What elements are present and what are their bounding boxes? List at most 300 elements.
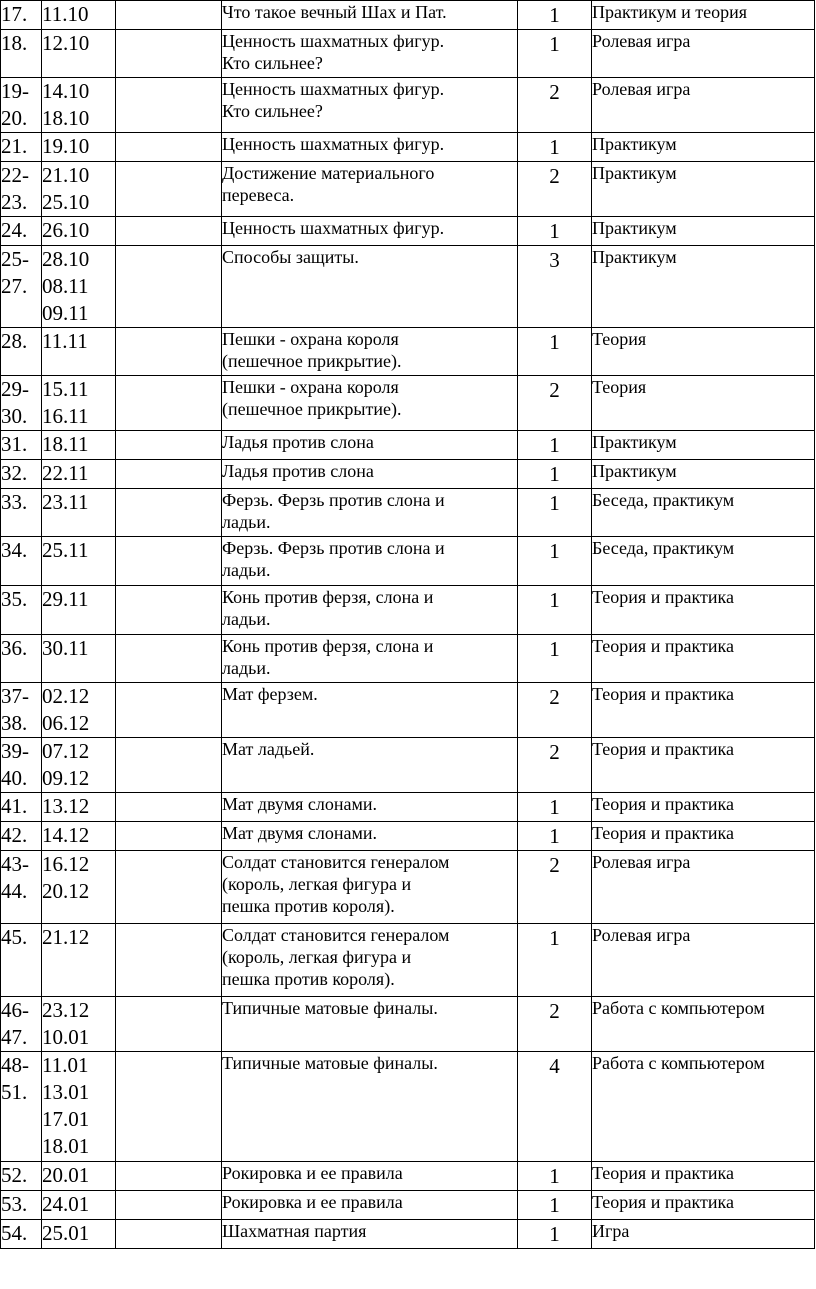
lesson-topic-line: Пешки - охрана короля — [222, 329, 399, 349]
lesson-form: Ролевая игра — [592, 852, 691, 872]
lesson-number: 17. — [1, 2, 28, 26]
lesson-hours-cell — [518, 924, 592, 997]
lesson-hours-cell — [518, 78, 592, 133]
lesson-form: Беседа, практикум — [592, 538, 735, 558]
lesson-number: 31. — [1, 432, 28, 456]
lesson-date-cell — [42, 738, 116, 793]
lesson-hours: 1 — [549, 926, 560, 950]
lesson-number-cell — [1, 1191, 42, 1220]
empty-cell — [116, 431, 222, 460]
lesson-form-cell — [592, 738, 815, 793]
lesson-form: Практикум — [592, 134, 677, 154]
lesson-hours: 1 — [549, 219, 560, 243]
lesson-topic-line: Типичные матовые финалы. — [222, 1053, 438, 1073]
empty-cell — [116, 133, 222, 162]
lesson-topic-line: Ценность шахматных фигур. — [222, 134, 445, 154]
lesson-number-cell — [1, 683, 42, 738]
lesson-number: 37- — [1, 684, 29, 708]
lesson-date-cell — [42, 924, 116, 997]
lesson-hours-cell — [518, 793, 592, 822]
lesson-hours: 2 — [549, 685, 560, 709]
lesson-number: 27. — [1, 274, 28, 298]
lesson-form: Теория и практика — [592, 1192, 734, 1212]
empty-cell — [116, 489, 222, 537]
lesson-number-cell — [1, 489, 42, 537]
table-row — [1, 162, 815, 217]
lesson-topic-cell — [222, 376, 518, 431]
lesson-number: 23. — [1, 190, 28, 214]
lesson-topic-line: Что такое вечный Шах и Пат. — [222, 2, 447, 22]
empty-cell — [116, 78, 222, 133]
lesson-date: 15.11 — [42, 377, 89, 401]
lesson-form-cell — [592, 246, 815, 328]
lesson-hours-cell — [518, 489, 592, 537]
lesson-form-cell — [592, 162, 815, 217]
lesson-number: 38. — [1, 711, 28, 735]
lesson-date-cell — [42, 822, 116, 851]
lesson-topic-cell — [222, 635, 518, 683]
lesson-number-cell — [1, 1, 42, 30]
lesson-topic-line: Шахматная партия — [222, 1221, 367, 1241]
lesson-number: 54. — [1, 1221, 28, 1245]
lesson-form: Теория и практика — [592, 1163, 734, 1183]
lesson-number: 33. — [1, 490, 28, 514]
lesson-number-cell — [1, 78, 42, 133]
lesson-form: Теория и практика — [592, 739, 734, 759]
lesson-form-cell — [592, 793, 815, 822]
lesson-number-cell — [1, 537, 42, 586]
empty-cell — [116, 246, 222, 328]
lesson-form: Теория — [592, 377, 647, 397]
lesson-topic-line: Способы защиты. — [222, 247, 359, 267]
lesson-number: 48- — [1, 1053, 29, 1077]
lesson-hours-cell — [518, 1162, 592, 1191]
table-row — [1, 1162, 815, 1191]
lesson-topic-line: Конь против ферзя, слона и — [222, 636, 434, 656]
lesson-hours: 1 — [549, 824, 560, 848]
lesson-form-cell — [592, 431, 815, 460]
lesson-hours: 1 — [549, 795, 560, 819]
lesson-topic-line: (пешечное прикрытие). — [222, 351, 402, 371]
lesson-number: 22- — [1, 163, 29, 187]
lesson-number-cell — [1, 162, 42, 217]
lesson-hours: 1 — [549, 1193, 560, 1217]
lesson-number: 18. — [1, 31, 28, 55]
lesson-hours-cell — [518, 1052, 592, 1162]
lesson-hours: 2 — [549, 740, 560, 764]
lesson-hours: 2 — [549, 80, 560, 104]
lesson-hours-cell — [518, 997, 592, 1052]
lesson-form-cell — [592, 586, 815, 635]
lesson-number-cell — [1, 460, 42, 489]
lesson-form: Беседа, практикум — [592, 490, 735, 510]
table-row — [1, 376, 815, 431]
lesson-form: Теория и практика — [592, 684, 734, 704]
lesson-hours: 2 — [549, 999, 560, 1023]
lesson-date-cell — [42, 997, 116, 1052]
lesson-number: 25- — [1, 247, 29, 271]
lesson-number: 47. — [1, 1025, 28, 1049]
lesson-hours: 1 — [549, 1222, 560, 1246]
lesson-form: Ролевая игра — [592, 925, 691, 945]
empty-cell — [116, 1052, 222, 1162]
lesson-topic-line: Конь против ферзя, слона и — [222, 587, 434, 607]
lesson-date-cell — [42, 1, 116, 30]
table-row — [1, 924, 815, 997]
lesson-number: 20. — [1, 106, 28, 130]
table-row — [1, 1191, 815, 1220]
lesson-form-cell — [592, 537, 815, 586]
lesson-date: 16.12 — [42, 852, 90, 876]
lesson-number-cell — [1, 997, 42, 1052]
lesson-number: 29- — [1, 377, 29, 401]
lesson-topic-cell — [222, 1162, 518, 1191]
lesson-hours-cell — [518, 586, 592, 635]
lesson-date-cell — [42, 793, 116, 822]
lesson-form: Теория и практика — [592, 794, 734, 814]
lesson-topic-line: пешка против короля). — [222, 969, 395, 989]
lesson-topic-line: Мат ферзем. — [222, 684, 318, 704]
lesson-form-cell — [592, 30, 815, 78]
lesson-hours-cell — [518, 1, 592, 30]
lesson-topic-line: Солдат становится генералом — [222, 925, 450, 945]
lesson-date-cell — [42, 635, 116, 683]
table-row — [1, 328, 815, 376]
lesson-hours: 1 — [549, 491, 560, 515]
lesson-topic-cell — [222, 460, 518, 489]
lesson-number: 32. — [1, 461, 28, 485]
lesson-date: 25.10 — [42, 190, 90, 214]
lesson-date: 29.11 — [42, 587, 89, 611]
lesson-hours: 2 — [549, 378, 560, 402]
lesson-number-cell — [1, 586, 42, 635]
lesson-date: 14.12 — [42, 823, 90, 847]
lesson-topic-line: Типичные матовые финалы. — [222, 998, 438, 1018]
lesson-date: 11.01 — [42, 1053, 89, 1077]
lesson-date: 20.12 — [42, 879, 90, 903]
lesson-form-cell — [592, 683, 815, 738]
lesson-hours-cell — [518, 1191, 592, 1220]
lesson-hours-cell — [518, 328, 592, 376]
table-row — [1, 1, 815, 30]
table-row — [1, 683, 815, 738]
lesson-date: 25.11 — [42, 538, 89, 562]
lesson-hours: 3 — [549, 248, 560, 272]
lesson-date-cell — [42, 489, 116, 537]
lesson-hours: 1 — [549, 588, 560, 612]
lesson-form: Практикум — [592, 247, 677, 267]
lesson-number-cell — [1, 246, 42, 328]
lesson-date: 23.11 — [42, 490, 89, 514]
lesson-form-cell — [592, 1162, 815, 1191]
lesson-date: 17.01 — [42, 1107, 90, 1131]
lesson-topic-line: Ферзь. Ферзь против слона и — [222, 538, 445, 558]
lesson-date-cell — [42, 683, 116, 738]
table-row — [1, 586, 815, 635]
lesson-number-cell — [1, 822, 42, 851]
table-row — [1, 460, 815, 489]
lesson-topic-cell — [222, 489, 518, 537]
lesson-number: 35. — [1, 587, 28, 611]
lesson-form-cell — [592, 924, 815, 997]
lesson-number-cell — [1, 133, 42, 162]
lesson-number-cell — [1, 738, 42, 793]
lesson-number: 39- — [1, 739, 29, 763]
lesson-hours: 1 — [549, 462, 560, 486]
lesson-topic-cell — [222, 1191, 518, 1220]
lesson-number-cell — [1, 635, 42, 683]
lesson-topic-cell — [222, 851, 518, 924]
empty-cell — [116, 997, 222, 1052]
lesson-date: 06.12 — [42, 711, 90, 735]
lesson-topic-line: Мат двумя слонами. — [222, 823, 377, 843]
empty-cell — [116, 537, 222, 586]
lesson-topic-cell — [222, 431, 518, 460]
lesson-topic-cell — [222, 738, 518, 793]
lesson-date-cell — [42, 851, 116, 924]
lesson-topic-line: Солдат становится генералом — [222, 852, 450, 872]
lesson-form-cell — [592, 1191, 815, 1220]
empty-cell — [116, 162, 222, 217]
lesson-hours: 1 — [549, 539, 560, 563]
lesson-topic-line: Ладья против слона — [222, 432, 374, 452]
lesson-date: 25.01 — [42, 1221, 90, 1245]
lesson-hours: 1 — [549, 330, 560, 354]
lesson-date-cell — [42, 586, 116, 635]
lesson-topic-line: Достижение материального — [222, 163, 435, 183]
lesson-number: 21. — [1, 134, 28, 158]
lesson-form-cell — [592, 822, 815, 851]
lesson-number-cell — [1, 431, 42, 460]
lesson-hours-cell — [518, 537, 592, 586]
lesson-form: Практикум и теория — [592, 2, 748, 22]
table-row — [1, 537, 815, 586]
lesson-date-cell — [42, 162, 116, 217]
table-body — [1, 1, 815, 1249]
table-row — [1, 851, 815, 924]
lesson-topic-cell — [222, 997, 518, 1052]
lesson-date: 30.11 — [42, 636, 89, 660]
lesson-hours: 1 — [549, 3, 560, 27]
lesson-topic-line: Рокировка и ее правила — [222, 1192, 403, 1212]
lesson-date: 22.11 — [42, 461, 89, 485]
lesson-topic-line: Ценность шахматных фигур. — [222, 31, 445, 51]
lesson-topic-cell — [222, 217, 518, 246]
empty-cell — [116, 30, 222, 78]
lesson-form-cell — [592, 376, 815, 431]
table-row — [1, 246, 815, 328]
lesson-date: 12.10 — [42, 31, 90, 55]
empty-cell — [116, 460, 222, 489]
lesson-topic-cell — [222, 537, 518, 586]
lesson-topic-line: Ладья против слона — [222, 461, 374, 481]
lesson-date-cell — [42, 1220, 116, 1249]
table-row — [1, 217, 815, 246]
lesson-number: 30. — [1, 404, 28, 428]
lesson-hours: 4 — [549, 1054, 560, 1078]
lesson-hours-cell — [518, 851, 592, 924]
lesson-date: 13.01 — [42, 1080, 90, 1104]
lesson-topic-cell — [222, 1220, 518, 1249]
lesson-date: 21.10 — [42, 163, 90, 187]
lesson-hours: 1 — [549, 433, 560, 457]
lesson-form: Ролевая игра — [592, 79, 691, 99]
lesson-topic-line: Кто сильнее? — [222, 53, 323, 73]
empty-cell — [116, 586, 222, 635]
lesson-topic-cell — [222, 162, 518, 217]
lesson-form-cell — [592, 1, 815, 30]
lesson-form-cell — [592, 489, 815, 537]
lesson-hours-cell — [518, 683, 592, 738]
lesson-date: 24.01 — [42, 1192, 90, 1216]
lesson-hours-cell — [518, 246, 592, 328]
lesson-date: 18.11 — [42, 432, 89, 456]
lesson-number: 52. — [1, 1163, 28, 1187]
lesson-number: 43- — [1, 852, 29, 876]
lesson-hours-cell — [518, 635, 592, 683]
lesson-topic-line: (король, легкая фигура и — [222, 947, 412, 967]
lesson-hours-cell — [518, 162, 592, 217]
lesson-date-cell — [42, 246, 116, 328]
empty-cell — [116, 328, 222, 376]
lesson-topic-cell — [222, 30, 518, 78]
empty-cell — [116, 1162, 222, 1191]
lesson-hours: 1 — [549, 32, 560, 56]
lesson-date-cell — [42, 1162, 116, 1191]
lesson-form-cell — [592, 997, 815, 1052]
lesson-hours: 1 — [549, 637, 560, 661]
empty-cell — [116, 738, 222, 793]
lesson-hours-cell — [518, 1220, 592, 1249]
empty-cell — [116, 683, 222, 738]
empty-cell — [116, 1220, 222, 1249]
empty-cell — [116, 851, 222, 924]
lesson-topic-cell — [222, 1052, 518, 1162]
lesson-date-cell — [42, 376, 116, 431]
lesson-form: Практикум — [592, 432, 677, 452]
lesson-number: 40. — [1, 766, 28, 790]
lesson-number-cell — [1, 924, 42, 997]
table-row — [1, 738, 815, 793]
lesson-number-cell — [1, 1052, 42, 1162]
lesson-form-cell — [592, 851, 815, 924]
lesson-date-cell — [42, 460, 116, 489]
lesson-topic-cell — [222, 822, 518, 851]
table-row — [1, 489, 815, 537]
table-row — [1, 793, 815, 822]
lesson-date: 26.10 — [42, 218, 90, 242]
lesson-date: 08.11 — [42, 274, 89, 298]
lesson-hours: 2 — [549, 853, 560, 877]
lesson-date: 18.01 — [42, 1134, 90, 1158]
lesson-form: Практикум — [592, 163, 677, 183]
lesson-date: 16.11 — [42, 404, 89, 428]
lesson-date-cell — [42, 30, 116, 78]
lesson-number-cell — [1, 328, 42, 376]
table-row — [1, 30, 815, 78]
empty-cell — [116, 924, 222, 997]
lesson-form: Игра — [592, 1221, 630, 1241]
lesson-form: Работа с компьютером — [592, 1053, 765, 1073]
lesson-hours-cell — [518, 822, 592, 851]
lesson-topic-line: перевеса. — [222, 185, 295, 205]
lesson-date: 10.01 — [42, 1025, 90, 1049]
lesson-hours: 2 — [549, 164, 560, 188]
table-row — [1, 1052, 815, 1162]
lesson-date: 18.10 — [42, 106, 90, 130]
lesson-form-cell — [592, 1220, 815, 1249]
lesson-topic-line: Ценность шахматных фигур. — [222, 218, 445, 238]
empty-cell — [116, 793, 222, 822]
lesson-number: 42. — [1, 823, 28, 847]
lesson-topic-cell — [222, 246, 518, 328]
lesson-number-cell — [1, 376, 42, 431]
empty-cell — [116, 1191, 222, 1220]
lesson-topic-cell — [222, 793, 518, 822]
empty-cell — [116, 217, 222, 246]
table-row — [1, 635, 815, 683]
lesson-date-cell — [42, 217, 116, 246]
lesson-number-cell — [1, 30, 42, 78]
lesson-hours-cell — [518, 217, 592, 246]
empty-cell — [116, 822, 222, 851]
lesson-number: 51. — [1, 1080, 28, 1104]
lesson-date: 07.12 — [42, 739, 90, 763]
lesson-date: 11.10 — [42, 2, 89, 26]
lesson-form-cell — [592, 78, 815, 133]
lesson-topic-line: ладьи. — [222, 560, 271, 580]
lesson-form-cell — [592, 635, 815, 683]
lesson-form: Практикум — [592, 218, 677, 238]
lesson-topic-line: пешка против короля). — [222, 896, 395, 916]
lesson-date: 19.10 — [42, 134, 90, 158]
lesson-topic-line: ладьи. — [222, 512, 271, 532]
lesson-number: 36. — [1, 636, 28, 660]
lesson-date: 02.12 — [42, 684, 90, 708]
lesson-topic-cell — [222, 133, 518, 162]
lesson-topic-line: ладьи. — [222, 609, 271, 629]
lesson-hours-cell — [518, 30, 592, 78]
lesson-number: 19- — [1, 79, 29, 103]
lesson-date: 21.12 — [42, 925, 90, 949]
lesson-topic-cell — [222, 328, 518, 376]
lesson-topic-line: Ценность шахматных фигур. — [222, 79, 445, 99]
lesson-number-cell — [1, 217, 42, 246]
lesson-form: Ролевая игра — [592, 31, 691, 51]
lesson-number: 53. — [1, 1192, 28, 1216]
lesson-date-cell — [42, 1052, 116, 1162]
lesson-date-cell — [42, 1191, 116, 1220]
lesson-hours-cell — [518, 376, 592, 431]
lesson-date: 09.11 — [42, 301, 89, 325]
lesson-number: 41. — [1, 794, 28, 818]
lesson-hours-cell — [518, 738, 592, 793]
lesson-topic-line: Пешки - охрана короля — [222, 377, 399, 397]
lesson-number: 46- — [1, 998, 29, 1022]
lesson-form: Теория и практика — [592, 823, 734, 843]
table-row — [1, 1220, 815, 1249]
lesson-topic-line: Ферзь. Ферзь против слона и — [222, 490, 445, 510]
lesson-number-cell — [1, 1162, 42, 1191]
lesson-topic-cell — [222, 586, 518, 635]
lesson-hours: 1 — [549, 135, 560, 159]
lesson-topic-cell — [222, 78, 518, 133]
lesson-number-cell — [1, 793, 42, 822]
table-row — [1, 431, 815, 460]
lesson-topic-cell — [222, 1, 518, 30]
lesson-hours-cell — [518, 133, 592, 162]
lesson-number: 34. — [1, 538, 28, 562]
